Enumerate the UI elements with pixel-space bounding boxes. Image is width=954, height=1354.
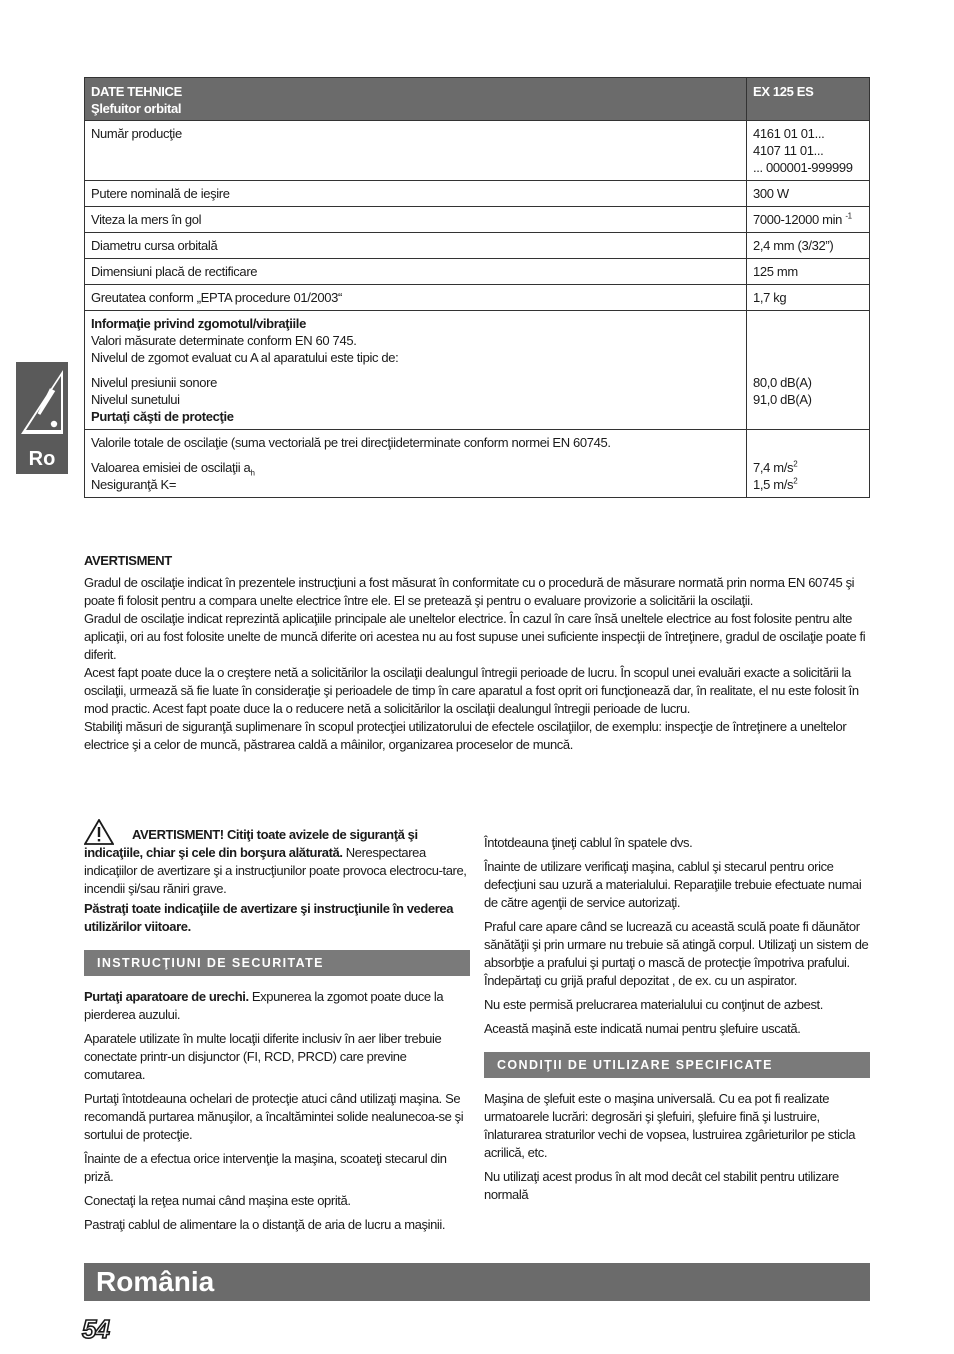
table-row — [85, 207, 870, 233]
noload-speed-cell — [747, 207, 870, 233]
orbit-value: 2,4 mm (3/32”) — [747, 233, 870, 259]
rated-output-value: 300 W — [747, 181, 870, 207]
sound-power-label: Nivelul sunetului — [91, 392, 180, 407]
table-row — [85, 430, 870, 498]
uncertainty-line — [753, 476, 863, 493]
language-code: Ro — [28, 448, 56, 470]
uncertainty-value: 1,5 m/s — [753, 477, 794, 492]
table-row — [85, 311, 870, 430]
keep-instructions-note: Păstraţi toate indicaţiile de avertizare şi instrucţiunile în vederea utilizărilor viitoare. — [84, 901, 454, 934]
instruction-paragraph: Întotdeauna ţineţi cablul în spatele dvs. — [484, 835, 693, 850]
warning-paragraph: Stabiliţi măsuri de siguranţă suplimenare în scopul protecţiei utilizatorului de efectele oscilaţiilor, de exemplu: inspecţie de întreţinere a uneltelor electrice şi a celor de muncă, păstrarea caldă a mâinilor, organizarea proceselor de muncă. — [84, 719, 847, 752]
warning-paragraph: Gradul de oscilaţie indicat reprezintă aplicaţiile principale ale uneltelor electrice. În cazul în care însă uneltele electrice au fost folosite pentru alte aplicaţii, ori au fost folosite unelte de muncă diferite ori acestea nu au fost supuse unei suficiente inspecţii de întreţinere, gradul de oscilaţie poate fi diferit. — [84, 611, 866, 662]
instruction-paragraph: Conectaţi la reţea numai când maşina este oprită. — [84, 1193, 351, 1208]
instruction-paragraph: Înainte de a efectua orice intervenţie la maşina, scoateţi stecarul din priză. — [84, 1151, 447, 1184]
left-column — [84, 826, 470, 1240]
ear-protection-rest: Expunerea la zgomot poate duce la pierderea auzului. — [84, 989, 444, 1022]
weight-label: Greutatea conform „EPTA procedure 01/2003“ — [85, 285, 747, 311]
noise-line: Valori măsurate determinate conform EN 60 745. — [91, 333, 357, 348]
uncertainty-label: Nesiguranţă K= — [91, 477, 177, 492]
production-number-label: Număr producţie — [85, 121, 747, 181]
orbit-label: Diametru cursa orbitală — [85, 233, 747, 259]
instruction-paragraph: Nu utilizaţi acest produs în alt mod decât cel stabilit pentru utilizare normală — [484, 1169, 839, 1202]
warning-paragraph: Acest fapt poate duce la o creştere netă a solicitărilor la oscilaţii dealungul întregii perioade de lucru. În scopul unei evaluări exacte a solicitării la oscilaţii, urmează să fie luate în consideraţie şi perioadele de timp în care aparatul a fost oprit ori funcţionează dar, în realitate, el nu este folosit în mod practic. Acest fapt poate duce la o reducere netă a solicitărilor la oscilaţii dealungul întregii perioade de lucru. — [84, 665, 859, 716]
production-number-values — [747, 121, 870, 181]
table-row — [85, 259, 870, 285]
warning-triangle-icon — [84, 819, 114, 845]
vibration-values-cell — [747, 430, 870, 498]
vibration-emission-line — [753, 459, 863, 476]
squared-sup: 2 — [793, 476, 798, 486]
noise-line: Nivelul de zgomot evaluat cu A al aparatului este tipic de: — [91, 350, 399, 365]
technical-data-table — [84, 77, 870, 498]
ear-protection-bold: Purtaţi aparatoare de urechi. — [84, 989, 249, 1004]
instruction-paragraph: Nu este permisă prelucrarea materialului cu conţinut de azbest. — [484, 997, 823, 1012]
instruction-paragraph: Aparatele utilizate în multe locaţii diferite inclusiv în aer liber trebuie conectate printr-un disjunctor (FI, RCD, PRCD) care previne comutarea. — [84, 1031, 442, 1082]
vibration-emission-label-line — [91, 459, 740, 476]
table-header-model: EX 125 ES — [747, 78, 870, 121]
safety-warning-rest: Nerespectarea indicaţiilor de avertizare şi a instrucţiunilor poate provoca electrocu-tare, incendii şi/sau răniri grave. — [84, 845, 467, 896]
table-header-title: DATE TEHNICE — [91, 84, 182, 99]
sound-pressure-label: Nivelul presiunii sonore — [91, 375, 217, 390]
table-header-row — [85, 78, 870, 121]
weight-value: 1,7 kg — [747, 285, 870, 311]
instruction-paragraph: Această maşină este indicată numai pentru şlefuire uscată. — [484, 1021, 801, 1036]
rated-output-label: Putere nominală de ieşire — [85, 181, 747, 207]
warning-icon — [16, 362, 68, 442]
production-number-value: 4107 11 01... — [753, 143, 824, 158]
instruction-paragraph — [84, 988, 470, 1024]
section-header-safety: INSTRUCŢIUNI DE SECURITATE — [84, 950, 470, 976]
table-header-title-cell — [85, 78, 747, 121]
safety-warning-paragraph — [84, 826, 470, 898]
squared-sup: 2 — [793, 459, 798, 469]
warning-paragraph: Gradul de oscilaţie indicat în prezentele instrucţiuni a fost măsurat în conformitate cu o procedură de măsurare normată prin norma EN 60745 şi poate fi folosit pentru a compara unelte electrice între ele. El se pretează şi pentru o evaluare provizorie a solicitării la oscilaţii. — [84, 575, 855, 608]
noload-speed-value: 7000-12000 min — [753, 212, 843, 227]
table-row — [85, 285, 870, 311]
warning-title: AVERTISMENT — [84, 553, 172, 568]
vibration-cell — [85, 430, 747, 498]
vibration-emission-sub: h — [250, 468, 255, 478]
vibration-emission-value: 7,4 m/s — [753, 460, 794, 475]
instruction-paragraph: Înainte de utilizare verificaţi maşina, cablul şi stecarul pentru orice defecţiuni sau uzură a materialului. Reparaţiile trebuie efectuate numai de către agenţii de service autorizaţi. — [484, 859, 862, 910]
vibration-emission-label: Valoarea emisiei de oscilaţii a — [91, 460, 251, 475]
sound-pressure-value: 80,0 dB(A) — [753, 375, 812, 390]
vibration-intro: Valorile totale de oscilaţie (suma vectorială pe trei direcţiideterminate conform normei EN 60745. — [91, 435, 611, 450]
table-header-subtitle: Şlefuitor orbital — [91, 101, 182, 116]
production-number-value: 4161 01 01... — [753, 126, 825, 141]
section-header-intended-use: CONDIŢII DE UTILIZARE SPECIFICATE — [484, 1052, 870, 1078]
table-row — [85, 233, 870, 259]
noise-values-cell — [747, 311, 870, 430]
noload-speed-unit-sup: -1 — [845, 211, 852, 221]
pad-label: Dimensiuni placă de rectificare — [85, 259, 747, 285]
language-side-tab — [16, 362, 68, 474]
instruction-paragraph: Maşina de şlefuit este o maşina universală. Cu ea pot fi realizate urmatoarele lucrări: degrosări şi şlefuiri, şlefuire fină şi lustruire, înlaturarea straturilor vechi de vopsea, lustruirea zgârieturilor pe sticla acrilică, etc. — [484, 1091, 856, 1160]
production-number-value: ... 000001-999999 — [753, 160, 853, 175]
instruction-paragraph: Praful care apare când se lucrează cu această sculă poate fi dăunător sănătăţii şi prin urmare nu trebuie să atingă corpul. Utilizaţi un sistem de absorbţie a prafului şi purtaţi o mască de protecţie împotriva prafului. Îndepărtaţi cu grijă praful depozitat , de ex. cu un aspirator. — [484, 919, 869, 988]
right-column — [484, 834, 870, 1210]
instruction-paragraph: Purtaţi întotdeauna ochelari de protecţie atuci când utilizaţi maşina. Se recomandă purtarea mănuşilor, a încaltămintei solide nealunecoa-se şi sortului de protecţie. — [84, 1091, 464, 1142]
noise-title: Informaţie privind zgomotul/vibraţiile — [91, 316, 306, 331]
sound-power-value: 91,0 dB(A) — [753, 392, 812, 407]
noise-info-cell — [85, 311, 747, 430]
ear-protection-note: Purtaţi căşti de protecţie — [91, 409, 234, 424]
noload-speed-label: Viteza la mers în gol — [85, 207, 747, 233]
page-number: 54 — [82, 1314, 109, 1344]
language-footer-bar: România — [84, 1263, 870, 1301]
table-row — [85, 121, 870, 181]
pad-value: 125 mm — [747, 259, 870, 285]
table-row — [85, 181, 870, 207]
instruction-paragraph: Pastraţi cablul de alimentare la o distanţă de aria de lucru a maşinii. — [84, 1217, 446, 1232]
safety-warning-bold: AVERTISMENT! Citiţi toate avizele de siguranţă şi indicaţiile, chiar şi cele din borşura alăturată. — [84, 827, 418, 860]
vibration-warning-section — [84, 552, 870, 754]
